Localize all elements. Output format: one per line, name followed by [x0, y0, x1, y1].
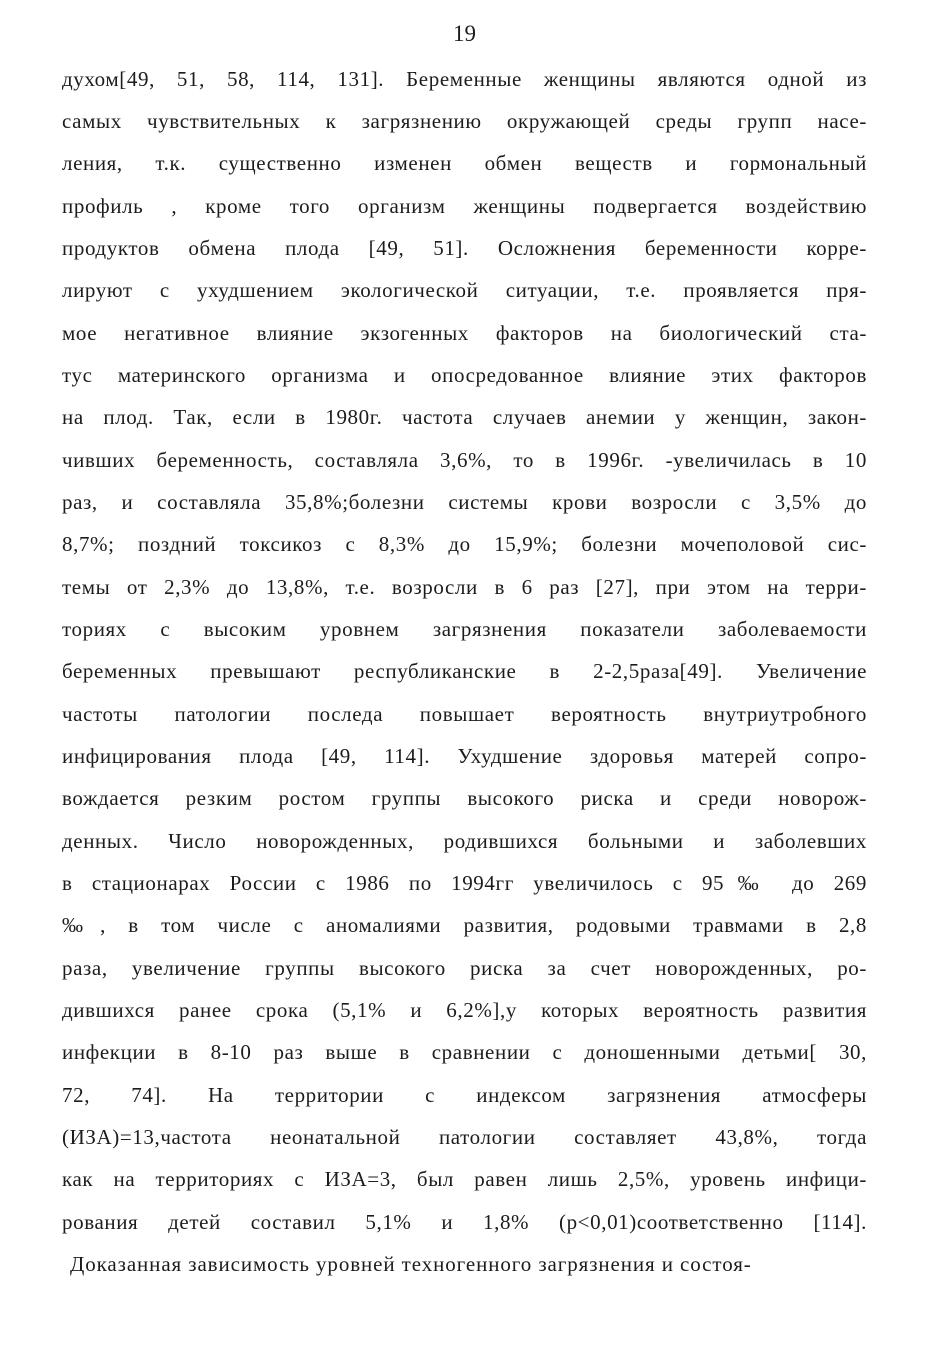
text-line: ления, т.к. существенно изменен обмен веществ и гормональный — [62, 151, 867, 175]
page-number: 19 — [453, 21, 476, 46]
text-line: Доказанная зависимость уровней техногенного загрязнения и состоя- — [70, 1252, 752, 1276]
text-line: инфицирования плода [49, 114]. Ухудшение здоровья матерей сопро- — [62, 744, 867, 768]
text-line: инфекции в 8-10 раз выше в сравнении с доношенными детьми[ 30, — [62, 1040, 867, 1064]
text-line: 72, 74]. На территории с индексом загрязнения атмосферы — [62, 1083, 867, 1107]
text-line: (ИЗА)=13,частота неонатальной патологии составляет 43,8%, тогда — [62, 1125, 867, 1149]
text-line: мое негативное влияние экзогенных факторов на биологический ста- — [62, 321, 867, 345]
text-line: раза, увеличение группы высокого риска за счет новорожденных, ро- — [62, 956, 867, 980]
text-line: продуктов обмена плода [49, 51]. Осложнения беременности корре- — [62, 236, 867, 260]
text-line: чивших беременность, составляла 3,6%, то в 1996г. -увеличилась в 10 — [62, 448, 867, 472]
text-line: раз, и составляла 35,8%;болезни системы крови возросли с 3,5% до — [62, 490, 867, 514]
text-line: на плод. Так, если в 1980г. частота случаев анемии у женщин, закон- — [62, 405, 867, 429]
text-line: дившихся ранее срока (5,1% и 6,2%],у которых вероятность развития — [62, 998, 867, 1022]
text-line: тус материнского организма и опосредованное влияние этих факторов — [62, 363, 867, 387]
text-line: денных. Число новорожденных, родившихся больными и заболевших — [62, 829, 867, 853]
text-line: в стационарах России с 1986 по 1994гг увеличилось с 95‰ до 269 — [62, 871, 867, 895]
text-line: духом[49, 51, 58, 114, 131]. Беременные женщины являются одной из — [62, 67, 867, 91]
text-line: самых чувствительных к загрязнению окружающей среды групп насе- — [62, 109, 867, 133]
text-line: как на территориях с ИЗА=3, был равен лишь 2,5%, уровень инфици- — [62, 1167, 867, 1191]
text-line: частоты патологии последа повышает вероятность внутриутробного — [62, 702, 867, 726]
text-line: ‰, в том числе с аномалиями развития, родовыми травмами в 2,8 — [62, 913, 867, 937]
text-line: вождается резким ростом группы высокого риска и среди новорож- — [62, 786, 867, 810]
text-line: темы от 2,3% до 13,8%, т.е. возросли в 6 раз [27], при этом на терри- — [62, 575, 867, 599]
text-line: профиль , кроме того организм женщины подвергается воздействию — [62, 194, 867, 218]
text-line: рования детей составил 5,1% и 1,8% (р<0,01)соответственно [114]. — [62, 1210, 867, 1234]
text-line: ториях с высоким уровнем загрязнения показатели заболеваемости — [62, 617, 867, 641]
text-line: 8,7%; поздний токсикоз с 8,3% до 15,9%; болезни мочеполовой сис- — [62, 532, 867, 556]
text-line: лируют с ухудшением экологической ситуации, т.е. проявляется пря- — [62, 278, 867, 302]
text-line: беременных превышают республиканские в 2-2,5раза[49]. Увеличение — [62, 659, 867, 683]
